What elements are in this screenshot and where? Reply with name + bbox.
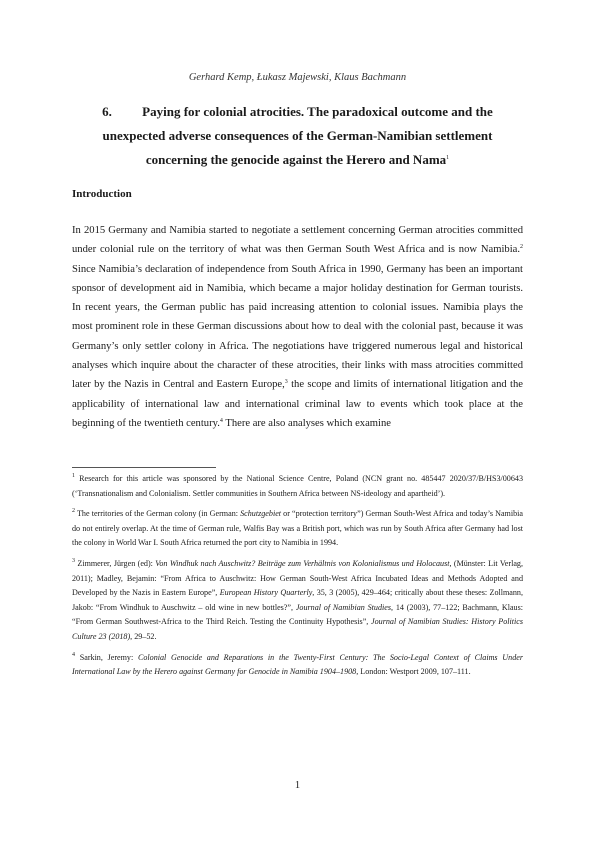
footnote-number: 4 [72, 651, 75, 658]
footnote-ref[interactable]: 4 [219, 417, 223, 424]
title-line-3: concerning the genocide against the Herero and Nama$^1$ [145, 152, 450, 167]
footnote-1: $^1$ Research for this article was sponsored by the National Science Centre, Poland (NCN grant no. 485447 2020/37/B/HS3/00643 (‘Transnationalism and Colonialism. Settler communities in Southern Africa between NS-ideology and apartheid’). [72, 473, 523, 498]
footnote-number: 2 [72, 508, 75, 515]
section-heading: Introduction [72, 188, 132, 200]
footnote-2: $^2$ The territories of the German colony (in German: Schutzgebiet or “protection territory”) German South-West Africa and today’s Namibia do not entirely overlap. At the time of German rule, Walfis Bay was a British port, which was run by South Africa after Germany had lost the colony in World War I. South Africa returned the port city to Namibia in 1994. [72, 508, 523, 548]
footnotes [72, 472, 523, 686]
footnote-4: $^4$ Sarkin, Jeremy: Colonial Genocide and Reparations in the Twenty-First Century: The Socio-Legal Context of Claims Under International Law by the Herero against Germany for Genocide in Namibia 1904–1908, London: Westport 2009, 107–111. [72, 651, 523, 677]
title-line-2: unexpected adverse consequences of the German-Namibian settlement [102, 127, 493, 143]
footnote-ref[interactable]: 1 [446, 155, 450, 161]
footnote-ref[interactable]: 3 [284, 379, 288, 386]
chapter-title [0, 100, 595, 172]
chapter-number: 6. [102, 104, 112, 119]
title-line-1: 6. Paying for colonial atrocities. The paradoxical outcome and the [0, 100, 595, 124]
footnote-ref[interactable]: 2 [520, 244, 523, 251]
author-line: Gerhard Kemp, Łukasz Majewski, Klaus Bachmann [188, 72, 407, 83]
footnote-separator [72, 467, 216, 468]
footnote-number: 3 [72, 557, 75, 564]
page-number: 1 [294, 780, 301, 791]
footnote-3: $^3$ Zimmerer, Jürgen (ed): Von Windhuk nach Auschwitz? Beiträge zum Verhältnis von Kolonialismus und Holocaust, (Münster: Lit Verlag, 2011); Madley, Bejamin: “From Africa to Auschwitz: How German South-West Africa Incubated Ideas and Methods Adopted and Developed by the Nazis in Eastern Europe”, European History Quarterly, 35, 3 (2005), 429–464; critically about these theses: Zollmann, Jakob: “From Windhuk to Auschwitz – old wine in new bottles?”, Journal of Namibian Studies, 14 (2003), 77–122; Bachmann, Klaus: “From German Southwest-Africa to the Third Reich. Testing the Continuity Hypothesis”, Journal of Namibian Studies: History Politics Culture 23 (2018), 29–52. [72, 557, 523, 641]
body-paragraph: In 2015 Germany and Namibia started to negotiate a settlement concerning German atrocities committed under colonial rule on the territory of what was then German South West Africa and is now Namibia.$^2$ Since Namibia’s declaration of independence from South Africa in 1990, Germany has been an important sponsor of development aid in Namibia, which became a major holiday destination for German tourists. In recent years, the German public has paid increasing attention to colonial issues. Namibia plays the most prominent role in these German discussions about how to deal with the colonial past, because it was Germany’s only settler colony in Africa. The negotiations have triggered numerous legal and historical analyses which inquire about the character of these atrocities, their links with mass atrocities committed later by the Nazis in Central and Eastern Europe,$^3$ the scope and limits of international litigation and the applicability of international law and international criminal law to events which took place at the beginning of the twentieth century.$^4$ There are also analyses which examine [72, 225, 523, 429]
footnote-number: 1 [72, 473, 75, 479]
